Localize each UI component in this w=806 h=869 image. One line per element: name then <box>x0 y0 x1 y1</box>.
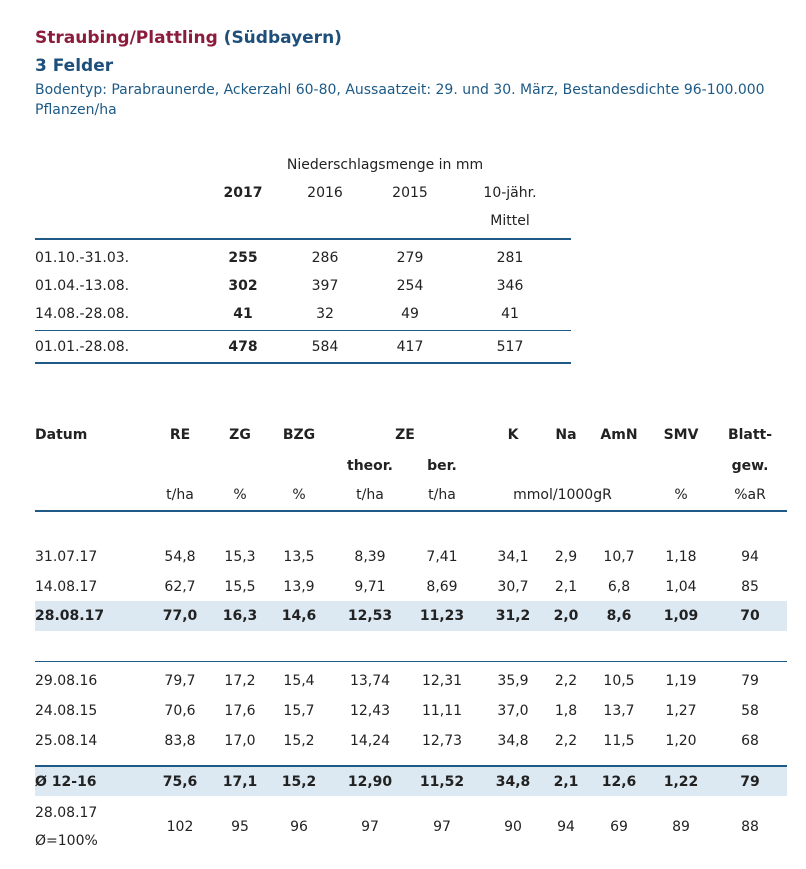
table-cell: 15,4 <box>283 673 315 689</box>
row-date: 24.08.15 <box>35 703 98 719</box>
table-cell: 11,23 <box>419 608 465 624</box>
col-header-ze: ZE <box>395 427 415 443</box>
table-cell: 83,8 <box>164 733 196 749</box>
table-cell: 10,7 <box>603 549 635 565</box>
rain-avg-value: 41 <box>501 306 519 322</box>
table-cell: 2,2 <box>554 733 578 749</box>
table-cell: 79 <box>741 673 759 689</box>
table-cell: 94 <box>741 549 759 565</box>
table-cell: 13,5 <box>283 549 315 565</box>
pct-cell: 102 <box>166 819 194 835</box>
table-cell: 15,5 <box>224 579 256 595</box>
table-cell: 1,8 <box>554 703 578 719</box>
col-header-amn: AmN <box>600 427 638 443</box>
table-cell: 70,6 <box>164 703 196 719</box>
table-cell: 1,19 <box>665 673 697 689</box>
location-name: Straubing/Plattling <box>35 28 218 48</box>
rain-2015-value: 279 <box>396 250 424 266</box>
col-header-zg: ZG <box>229 427 251 443</box>
pct-cell: 97 <box>361 819 379 835</box>
row-date: 29.08.16 <box>35 673 98 689</box>
table-cell: 58 <box>741 703 759 719</box>
site-description: Bodentyp: Parabraunerde, Ackerzahl 60-80, Aussaatzeit: 29. und 30. März, Bestandesdichte 96-100.000 Pflanzen/ha <box>35 82 765 118</box>
table-cell: 1,22 <box>663 774 699 790</box>
table-cell: 15,2 <box>281 774 317 790</box>
table-cell: 7,41 <box>426 549 458 565</box>
col-header-bzg: BZG <box>282 427 316 443</box>
pct-cell: 88 <box>741 819 759 835</box>
table-cell: 11,52 <box>419 774 465 790</box>
rain-2017-value: 302 <box>228 278 258 294</box>
table-cell: 1,20 <box>665 733 697 749</box>
table-cell: 13,9 <box>283 579 315 595</box>
table-cell: 37,0 <box>497 703 529 719</box>
table-cell: 54,8 <box>164 549 196 565</box>
table-cell: 2,1 <box>553 774 579 790</box>
table-cell: 1,04 <box>665 579 697 595</box>
rain-divider-top <box>35 238 571 240</box>
table-divider-mid <box>35 661 787 662</box>
row-date: 31.07.17 <box>35 549 98 565</box>
rain-avg-value: 517 <box>496 339 524 355</box>
col-header-smv: SMV <box>663 427 699 443</box>
pct-cell: 95 <box>231 819 249 835</box>
pct-row-basis: Ø=100% <box>35 833 98 849</box>
row-date: 14.08.17 <box>35 579 98 595</box>
rain-period: 14.08.-28.08. <box>35 306 130 322</box>
table-cell: 12,31 <box>421 673 463 689</box>
col-header-blatt-gew: gew. <box>731 458 769 474</box>
table-cell: 17,2 <box>224 673 256 689</box>
pct-row-date: 28.08.17 <box>35 805 98 821</box>
table-cell: 15,7 <box>283 703 315 719</box>
table-cell: 85 <box>741 579 759 595</box>
table-cell: 8,39 <box>354 549 386 565</box>
unit-zg: % <box>233 487 247 503</box>
table-cell: 12,43 <box>349 703 391 719</box>
col-header-blatt: Blatt- <box>727 427 773 443</box>
unit-bzg: % <box>292 487 306 503</box>
pct-cell: 69 <box>610 819 628 835</box>
table-cell: 15,3 <box>224 549 256 565</box>
table-cell: 77,0 <box>162 608 198 624</box>
rain-2017-value: 478 <box>228 339 258 355</box>
rain-2017-value: 41 <box>233 306 253 322</box>
table-cell: 1,27 <box>665 703 697 719</box>
table-cell: 34,8 <box>497 733 529 749</box>
table-divider-avg <box>35 765 787 767</box>
table-cell: 2,1 <box>554 579 578 595</box>
table-cell: 10,5 <box>603 673 635 689</box>
table-cell: 8,69 <box>426 579 458 595</box>
table-cell: 70 <box>740 608 760 624</box>
rain-col-avg: 10-jähr. <box>483 185 537 201</box>
table-cell: 12,90 <box>347 774 393 790</box>
table-cell: 62,7 <box>164 579 196 595</box>
pct-cell: 89 <box>672 819 690 835</box>
table-cell: 2,0 <box>553 608 579 624</box>
table-cell: 1,18 <box>665 549 697 565</box>
table-divider-header <box>35 510 787 512</box>
rain-caption: Niederschlagsmenge in mm <box>286 157 484 173</box>
table-cell: 75,6 <box>162 774 198 790</box>
table-cell: 13,74 <box>349 673 391 689</box>
table-cell: 12,73 <box>421 733 463 749</box>
table-cell: 79,7 <box>164 673 196 689</box>
rain-col-avg-sub: Mittel <box>490 213 530 229</box>
table-cell: 12,6 <box>601 774 637 790</box>
rain-avg-value: 346 <box>496 278 524 294</box>
rain-2016-value: 397 <box>311 278 339 294</box>
col-header-na: Na <box>555 427 577 443</box>
rain-2015-value: 254 <box>396 278 424 294</box>
rain-col-2016: 2016 <box>307 185 343 201</box>
unit-k-na-amn: mmol/1000gR <box>513 487 612 503</box>
table-cell: 17,6 <box>224 703 256 719</box>
fields-count: 3 Felder <box>35 56 114 76</box>
rain-period: 01.04.-13.08. <box>35 278 130 294</box>
row-date: Ø 12-16 <box>35 774 97 790</box>
row-date: 28.08.17 <box>35 608 105 624</box>
rain-col-2015: 2015 <box>392 185 428 201</box>
rain-2017-value: 255 <box>228 250 258 266</box>
table-cell: 2,9 <box>554 549 578 565</box>
page-title <box>35 28 342 48</box>
rain-2016-value: 584 <box>311 339 339 355</box>
table-cell: 9,71 <box>354 579 386 595</box>
pct-cell: 96 <box>290 819 308 835</box>
rain-divider-bottom <box>35 362 571 364</box>
row-date: 25.08.14 <box>35 733 98 749</box>
table-cell: 79 <box>740 774 760 790</box>
col-header-k: K <box>507 427 519 443</box>
table-cell: 14,6 <box>281 608 317 624</box>
table-cell: 68 <box>741 733 759 749</box>
table-cell: 31,2 <box>495 608 531 624</box>
rain-2016-value: 286 <box>311 250 339 266</box>
table-cell: 34,1 <box>497 549 529 565</box>
col-header-datum: Datum <box>35 427 88 443</box>
table-cell: 1,09 <box>663 608 699 624</box>
rain-2015-value: 417 <box>396 339 424 355</box>
table-cell: 16,3 <box>222 608 258 624</box>
table-cell: 6,8 <box>607 579 631 595</box>
col-header-ber: ber. <box>427 458 457 474</box>
rain-period: 01.10.-31.03. <box>35 250 130 266</box>
unit-smv: % <box>674 487 688 503</box>
rain-col-2017: 2017 <box>223 185 263 201</box>
table-cell: 11,5 <box>603 733 635 749</box>
rain-period: 01.01.-28.08. <box>35 339 130 355</box>
table-cell: 17,1 <box>222 774 258 790</box>
unit-re: t/ha <box>166 487 194 503</box>
table-cell: 14,24 <box>349 733 391 749</box>
rain-avg-value: 281 <box>496 250 524 266</box>
region-name: (Südbayern) <box>223 28 342 48</box>
table-cell: 13,7 <box>603 703 635 719</box>
table-cell: 12,53 <box>347 608 393 624</box>
table-cell: 30,7 <box>497 579 529 595</box>
unit-ber: t/ha <box>428 487 456 503</box>
col-header-theor: theor. <box>347 458 393 474</box>
rain-2015-value: 49 <box>401 306 419 322</box>
rain-2016-value: 32 <box>316 306 334 322</box>
table-cell: 34,8 <box>495 774 531 790</box>
table-cell: 35,9 <box>497 673 529 689</box>
pct-cell: 97 <box>433 819 451 835</box>
pct-cell: 90 <box>504 819 522 835</box>
table-cell: 2,2 <box>554 673 578 689</box>
table-cell: 17,0 <box>224 733 256 749</box>
col-header-re: RE <box>169 427 191 443</box>
table-cell: 11,11 <box>421 703 463 719</box>
rain-divider-mid <box>35 330 571 331</box>
table-cell: 15,2 <box>283 733 315 749</box>
unit-blatt: %aR <box>734 487 766 503</box>
unit-theor: t/ha <box>356 487 384 503</box>
table-cell: 8,6 <box>606 608 632 624</box>
pct-cell: 94 <box>557 819 575 835</box>
